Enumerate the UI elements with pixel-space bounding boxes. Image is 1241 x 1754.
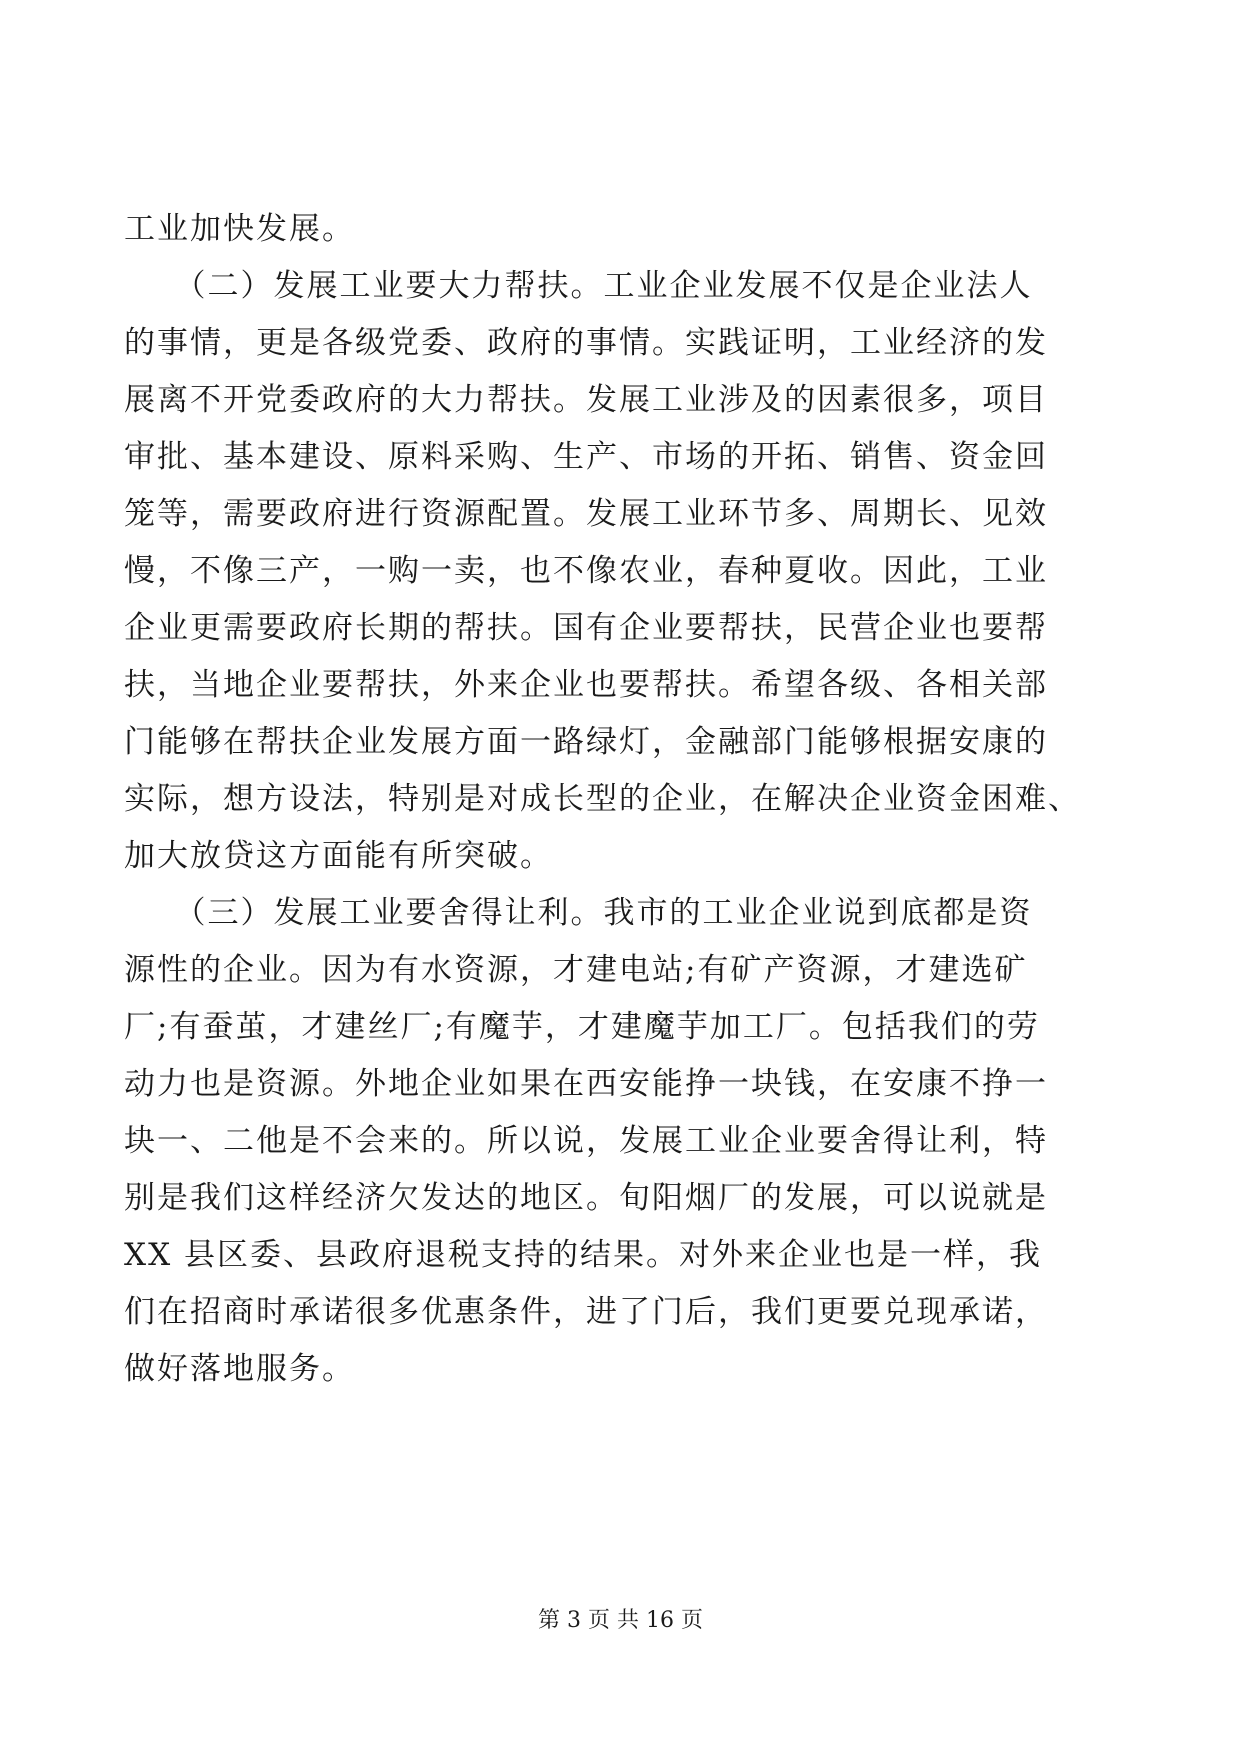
page-footer <box>0 1606 1241 1636</box>
text-line: 工业加快发展。 <box>124 211 355 247</box>
text-line: 厂;有蚕茧，才建丝厂;有魔芋，才建魔芋加工厂。包括我们的劳 <box>124 1009 1040 1045</box>
text-line: 动力也是资源。外地企业如果在西安能挣一块钱，在安康不挣一 <box>124 1066 1048 1102</box>
text-line: 企业更需要政府长期的帮扶。国有企业要帮扶，民营企业也要帮 <box>124 610 1048 646</box>
text-line: （二）发展工业要大力帮扶。工业企业发展不仅是企业法人 <box>124 268 1033 304</box>
text-line: 做好落地服务。 <box>124 1351 355 1387</box>
text-line: 慢，不像三产，一购一卖，也不像农业，春种夏收。因此，工业 <box>124 553 1048 589</box>
text-line: 实际，想方设法，特别是对成长型的企业，在解决企业资金困难、 <box>124 781 1081 817</box>
text-line: XX 县区委、县政府退税支持的结果。对外来企业也是一样，我 <box>124 1237 1042 1273</box>
text-line: 门能够在帮扶企业发展方面一路绿灯，金融部门能够根据安康的 <box>124 724 1048 760</box>
text-line: 审批、基本建设、原料采购、生产、市场的开拓、销售、资金回 <box>124 439 1048 475</box>
text-line: 块一、二他是不会来的。所以说，发展工业企业要舍得让利，特 <box>124 1123 1048 1159</box>
page-number: 第 3 页 共 16 页 <box>538 1608 703 1633</box>
text-line: 别是我们这样经济欠发达的地区。旬阳烟厂的发展，可以说就是 <box>124 1180 1048 1216</box>
text-line: 扶，当地企业要帮扶，外来企业也要帮扶。希望各级、各相关部 <box>124 667 1048 703</box>
text-line: 加大放贷这方面能有所突破。 <box>124 838 553 874</box>
text-line: 源性的企业。因为有水资源，才建电站;有矿产资源，才建选矿 <box>124 952 1028 988</box>
text-line: （三）发展工业要舍得让利。我市的工业企业说到底都是资 <box>124 895 1033 931</box>
text-line: 的事情，更是各级党委、政府的事情。实践证明，工业经济的发 <box>124 325 1048 361</box>
body-text <box>124 201 1124 1398</box>
text-line: 展离不开党委政府的大力帮扶。发展工业涉及的因素很多，项目 <box>124 382 1048 418</box>
text-line: 们在招商时承诺很多优惠条件，进了门后，我们更要兑现承诺， <box>124 1294 1048 1330</box>
text-line: 笼等，需要政府进行资源配置。发展工业环节多、周期长、见效 <box>124 496 1048 532</box>
